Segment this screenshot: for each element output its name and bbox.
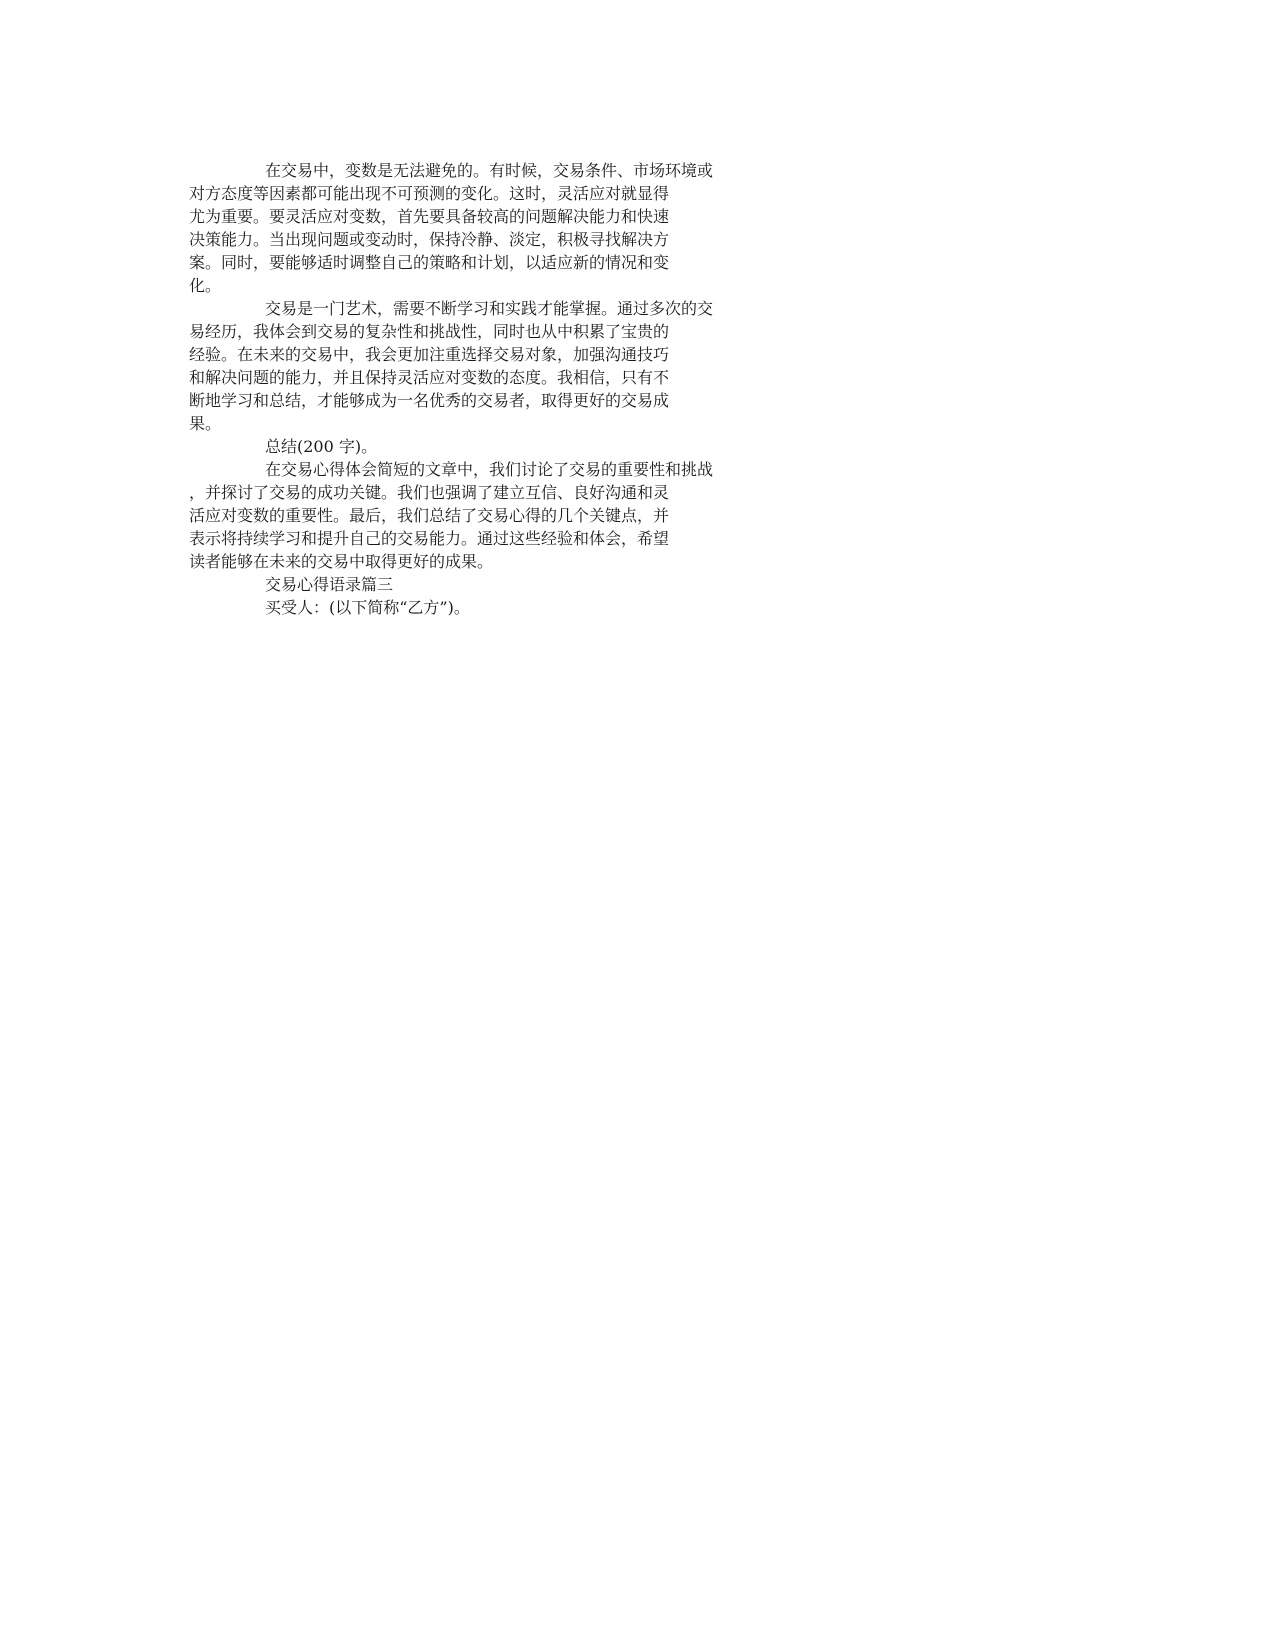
text-line: 在交易心得体会简短的文章中，我们讨论了交易的重要性和挑战 — [265, 460, 714, 479]
text-line: 断地学习和总结，才能够成为一名优秀的交易者，取得更好的交易成 — [189, 391, 670, 410]
paragraph-summary — [189, 457, 1071, 572]
text-line: 买受人：(以下简称“乙方”)。 — [265, 598, 470, 617]
text-line: 决策能力。当出现问题或变动时，保持冷静、淡定，积极寻找解决方 — [189, 230, 670, 249]
text-line: 和解决问题的能力，并且保持灵活应对变数的态度。我相信，只有不 — [189, 368, 670, 387]
text-line: 总结(200 字)。 — [265, 437, 378, 456]
text-line: 表示将持续学习和提升自己的交易能力。通过这些经验和体会，希望 — [189, 529, 670, 548]
text-line: ，并探讨了交易的成功关键。我们也强调了建立互信、良好沟通和灵 — [189, 483, 670, 502]
section-heading-part-three — [189, 572, 1071, 595]
section-heading-summary — [189, 434, 1071, 457]
text-line: 尤为重要。要灵活应对变数，首先要具备较高的问题解决能力和快速 — [189, 207, 670, 226]
text-line: 交易心得语录篇三 — [265, 575, 394, 594]
text-line: 活应对变数的重要性。最后，我们总结了交易心得的几个关键点，并 — [189, 506, 670, 525]
paragraph-adapt-to-variables — [189, 158, 1071, 296]
paragraph-trading-is-art — [189, 296, 1071, 434]
paragraph-buyer — [189, 595, 1071, 618]
text-line: 果。 — [189, 414, 222, 433]
document-body — [189, 158, 1071, 618]
text-line: 化。 — [189, 276, 222, 295]
text-line: 交易是一门艺术，需要不断学习和实践才能掌握。通过多次的交 — [265, 299, 714, 318]
text-line: 案。同时，要能够适时调整自己的策略和计划，以适应新的情况和变 — [189, 253, 670, 272]
text-line: 对方态度等因素都可能出现不可预测的变化。这时，灵活应对就显得 — [189, 184, 670, 203]
text-line: 读者能够在未来的交易中取得更好的成果。 — [189, 552, 494, 571]
text-line: 在交易中，变数是无法避免的。有时候，交易条件、市场环境或 — [265, 161, 714, 180]
text-line: 易经历，我体会到交易的复杂性和挑战性，同时也从中积累了宝贵的 — [189, 322, 670, 341]
text-line: 经验。在未来的交易中，我会更加注重选择交易对象，加强沟通技巧 — [189, 345, 670, 364]
